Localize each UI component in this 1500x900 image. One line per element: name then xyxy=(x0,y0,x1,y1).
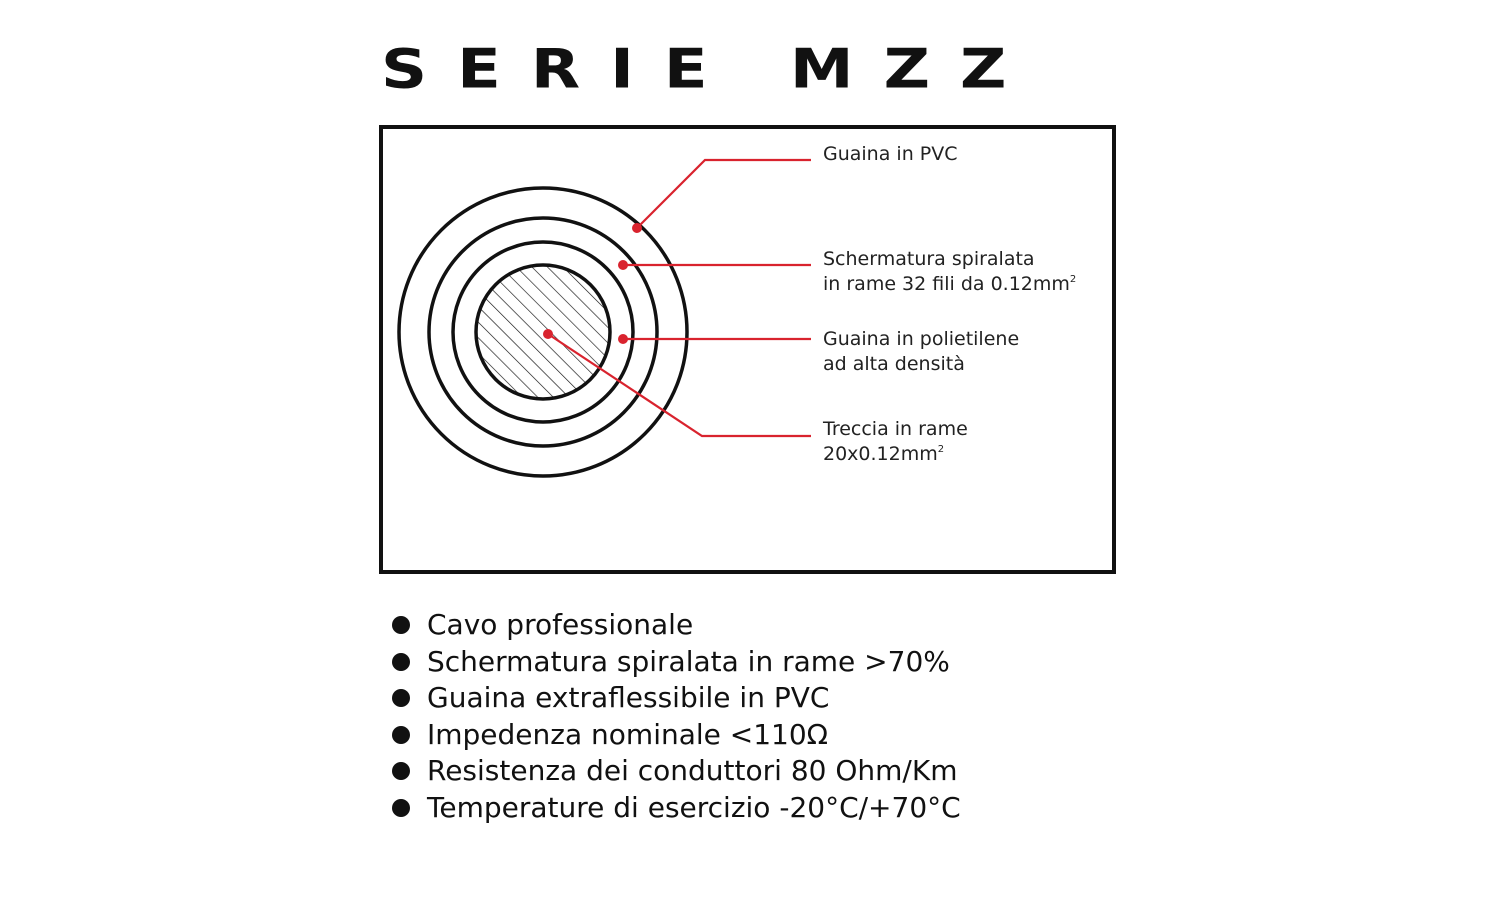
callout-pvc-line1: Guaina in PVC xyxy=(823,143,958,165)
leader-pvc xyxy=(632,160,811,233)
callout-core-superscript: 2 xyxy=(937,444,945,455)
leader-shield xyxy=(618,260,811,270)
callout-core-line1: Treccia in rame xyxy=(823,418,968,440)
feature-text: Resistenza dei conduttori 80 Ohm/Km xyxy=(427,754,958,788)
callout-polyethylene-insulation xyxy=(823,327,1019,377)
bullet-icon xyxy=(392,726,410,744)
callout-shield-line2: in rame 32 fili da 0.12mm xyxy=(823,273,1070,295)
callout-shield-line2-wrap xyxy=(823,272,1076,297)
callout-core-line2-wrap xyxy=(823,442,968,467)
copper-braid-core xyxy=(470,259,616,405)
feature-text: Schermatura spiralata in rame >70% xyxy=(427,644,950,678)
bullet-icon xyxy=(392,799,410,817)
feature-text: Cavo professionale xyxy=(427,608,694,641)
callout-spiral-shield xyxy=(823,247,1076,297)
callout-dielectric-line1: Guaina in polietilene xyxy=(823,328,1020,350)
feature-text: Impedenza nominale <110Ω xyxy=(427,717,829,751)
callout-shield-superscript: 2 xyxy=(1069,274,1077,285)
feature-text: Guaina extraflessibile in PVC xyxy=(427,681,830,715)
callout-copper-braid xyxy=(823,417,968,467)
bullet-icon xyxy=(392,653,410,671)
callout-core-line2: 20x0.12mm xyxy=(823,443,938,465)
bullet-icon xyxy=(392,616,410,634)
leader-dielectric xyxy=(618,334,811,344)
page-title: SERIE MZZ xyxy=(381,38,1037,102)
feature-text: Temperature di esercizio -20°C/+70°C xyxy=(427,790,961,824)
callout-pvc-jacket xyxy=(823,142,958,167)
callout-dielectric-line2: ad alta densità xyxy=(823,353,965,375)
callout-shield-line1: Schermatura spiralata xyxy=(823,248,1035,270)
